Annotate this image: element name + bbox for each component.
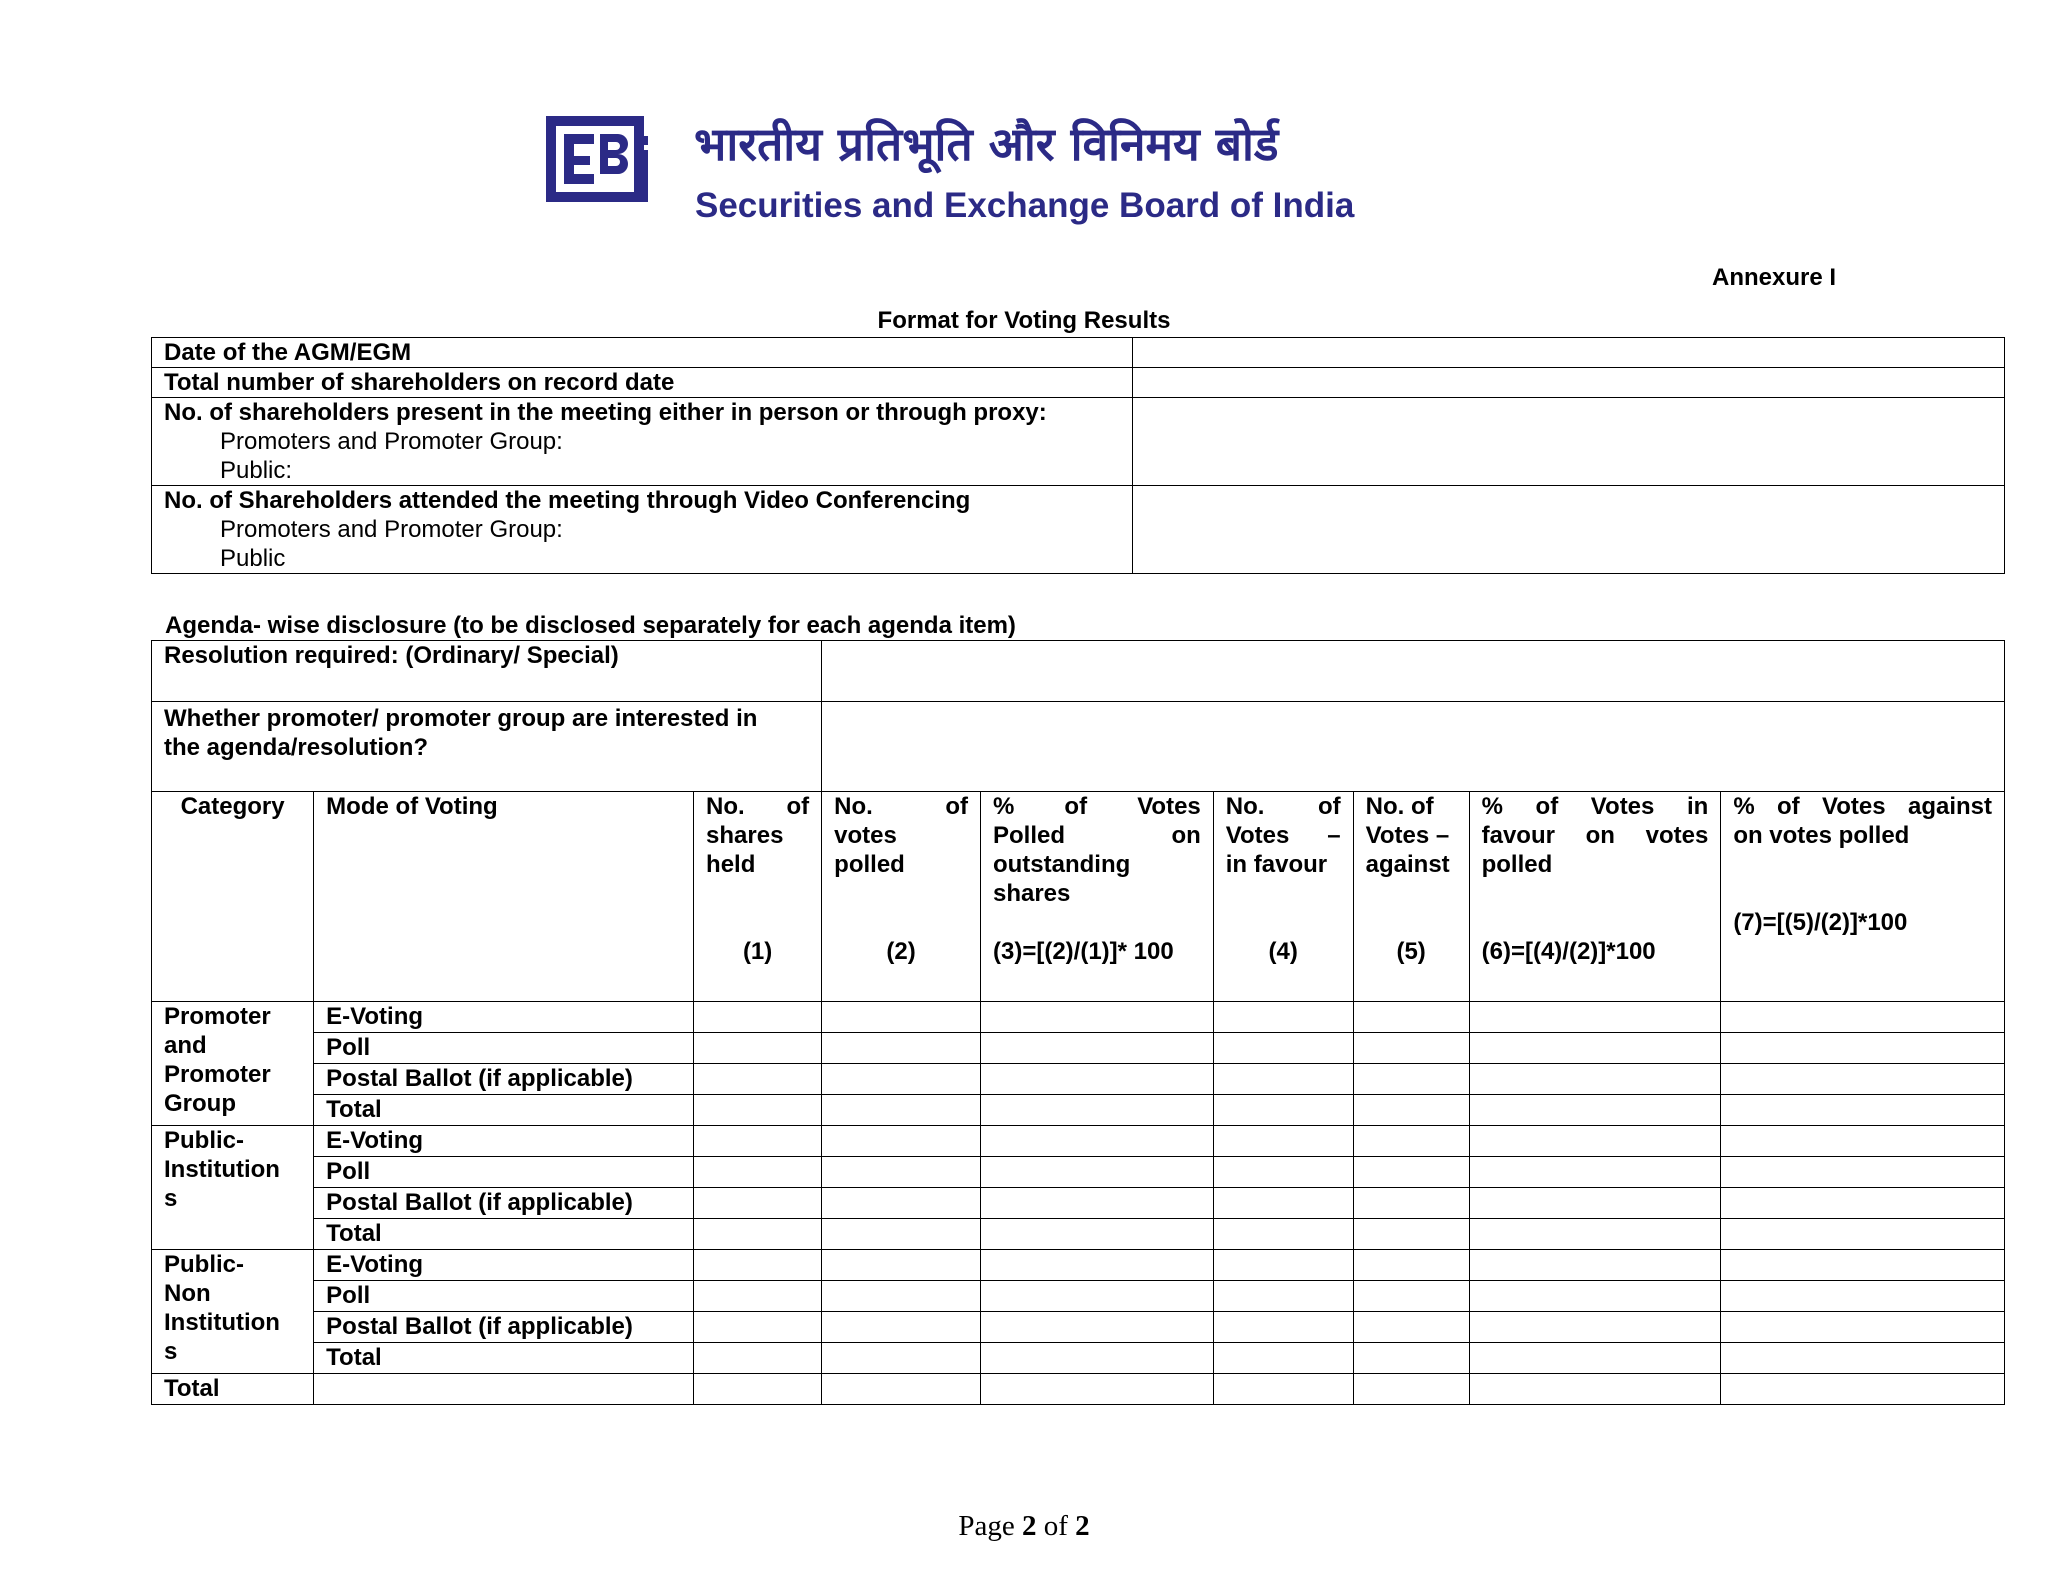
col4-header [1213,792,1353,1002]
value-cell[interactable] [980,1157,1213,1188]
category-label-line: Group [164,1090,236,1117]
col2-header-line: polled [834,851,905,878]
value-cell[interactable] [1213,1095,1353,1126]
value-cell[interactable] [1213,1126,1353,1157]
value-cell[interactable] [822,1312,981,1343]
col3-header-line: Polled on [992,822,1201,849]
grand-total-label: Total [152,1374,314,1405]
resolution-value-cell[interactable] [822,641,2005,702]
table-row [152,1126,2005,1157]
value-cell[interactable] [822,1281,981,1312]
value-cell[interactable] [694,1002,822,1033]
value-cell[interactable] [694,1312,822,1343]
grand-total-mode-cell [314,1374,694,1405]
value-cell[interactable] [980,1188,1213,1219]
value-cell[interactable] [1213,1312,1353,1343]
col7-header [1721,792,2005,1002]
total-shareholders-value-cell[interactable] [1132,368,2004,398]
value-cell[interactable] [822,1374,981,1405]
value-cell[interactable] [1353,1374,1469,1405]
mode-label: Postal Ballot (if applicable) [314,1312,694,1343]
col4-header-line: Votes – [1225,822,1341,849]
col7-header-line: % of Votes against [1733,793,1992,820]
page-word: Page [958,1510,1015,1542]
col3-formula: (3)=[(2)/(1)]* 100 [992,938,1174,965]
value-cell[interactable] [1353,1095,1469,1126]
value-cell[interactable] [1469,1064,1721,1095]
col5-header-line: Votes – [1365,822,1450,849]
resolution-label: Resolution required: (Ordinary/ Special) [152,641,822,702]
value-cell[interactable] [1353,1281,1469,1312]
table-row [152,1281,2005,1312]
col1-header [694,792,822,1002]
value-cell[interactable] [1721,1250,2005,1281]
value-cell[interactable] [822,1002,981,1033]
mode-header: Mode of Voting [314,792,694,1002]
col3-header [980,792,1213,1002]
value-cell[interactable] [1469,1343,1721,1374]
present-cell [152,398,1133,486]
value-cell[interactable] [1469,1374,1721,1405]
category-label-line: and [164,1032,207,1059]
col3-header-line: shares [992,880,1071,907]
value-cell[interactable] [1721,1312,2005,1343]
value-cell[interactable] [980,1374,1213,1405]
col1-header-line: shares [706,822,784,849]
value-cell[interactable] [1469,1033,1721,1064]
value-cell[interactable] [1721,1095,2005,1126]
table-row [152,1033,2005,1064]
mode-label: Total [314,1219,694,1250]
value-cell[interactable] [1213,1343,1353,1374]
value-cell[interactable] [694,1188,822,1219]
value-cell[interactable] [694,1281,822,1312]
col4-header-line: No. of [1225,793,1341,820]
col2-formula: (2) [886,938,916,965]
value-cell[interactable] [822,1095,981,1126]
vc-promoters-label: Promoters and Promoter Group: [220,516,563,543]
table-row [152,1219,2005,1250]
category-label-line: Non [164,1280,211,1307]
value-cell[interactable] [1721,1188,2005,1219]
table-row [152,1312,2005,1343]
value-cell[interactable] [822,1188,981,1219]
col4-header-line: in favour [1225,851,1328,878]
mode-label: Poll [314,1281,694,1312]
value-cell[interactable] [1353,1343,1469,1374]
value-cell[interactable] [980,1312,1213,1343]
sebi-header [546,112,1386,232]
value-cell[interactable] [822,1033,981,1064]
col7-header-line: on votes polled [1733,822,1910,849]
value-cell[interactable] [1213,1374,1353,1405]
value-cell[interactable] [1721,1002,2005,1033]
value-cell[interactable] [1469,1157,1721,1188]
value-cell[interactable] [1353,1219,1469,1250]
col4-formula: (4) [1268,938,1298,965]
mode-label: E-Voting [314,1002,694,1033]
value-cell[interactable] [694,1250,822,1281]
value-cell[interactable] [1721,1219,2005,1250]
value-cell[interactable] [1213,1064,1353,1095]
value-cell[interactable] [822,1126,981,1157]
category-cell [152,1126,314,1250]
col2-header-line: No. of [834,793,968,820]
value-cell[interactable] [1353,1002,1469,1033]
value-cell[interactable] [980,1219,1213,1250]
category-label-line: Institution [164,1156,280,1183]
value-cell[interactable] [822,1064,981,1095]
col5-formula: (5) [1396,938,1426,965]
category-label-line: Institution [164,1309,280,1336]
sebi-english-name: Securities and Exchange Board of India [695,186,1355,225]
col5-header-line: No. of [1365,793,1434,820]
value-cell[interactable] [1353,1157,1469,1188]
annexure-label: Annexure I [1712,264,1837,291]
value-cell[interactable] [822,1343,981,1374]
table-row [152,1157,2005,1188]
table-row [152,486,2005,574]
value-cell[interactable] [1469,1002,1721,1033]
category-label-line: Public- [164,1127,245,1154]
col6-header-line: % of Votes in [1481,793,1709,820]
value-cell[interactable] [1353,1312,1469,1343]
value-cell[interactable] [980,1250,1213,1281]
vc-public-label: Public [220,545,286,572]
value-cell[interactable] [694,1157,822,1188]
value-cell[interactable] [1721,1374,2005,1405]
mode-label: E-Voting [314,1250,694,1281]
value-cell[interactable] [1353,1188,1469,1219]
col1-formula: (1) [742,938,773,965]
total-shareholders-label: Total number of shareholders on record date [152,368,1133,398]
col2-header-line: votes [834,822,897,849]
category-label-line: Promoter [164,1003,271,1030]
table-row [152,1064,2005,1095]
agenda-title: Agenda- wise disclosure (to be disclosed separately for each agenda item) [165,612,1016,639]
value-cell[interactable] [1353,1250,1469,1281]
present-promoters-label: Promoters and Promoter Group: [220,428,563,455]
value-cell[interactable] [1213,1157,1353,1188]
value-cell[interactable] [1353,1126,1469,1157]
col6-header [1469,792,1721,1002]
table-row [152,1188,2005,1219]
col2-header [822,792,981,1002]
value-cell[interactable] [694,1033,822,1064]
value-cell[interactable] [1353,1064,1469,1095]
category-label-line: s [164,1338,178,1365]
value-cell[interactable] [694,1219,822,1250]
value-cell[interactable] [980,1343,1213,1374]
col5-header-line: against [1365,851,1450,878]
table-row [152,702,2005,792]
value-cell[interactable] [1721,1064,2005,1095]
voting-rows [152,1002,2005,1374]
value-cell[interactable] [694,1374,822,1405]
col3-header-line: % of Votes [992,793,1201,820]
value-cell[interactable] [1469,1281,1721,1312]
value-cell[interactable] [822,1250,981,1281]
present-public-label: Public: [220,457,293,484]
value-cell[interactable] [694,1095,822,1126]
col3-header-line: outstanding [992,851,1131,878]
grand-total-row [152,1374,2005,1405]
category-label-line: Promoter [164,1061,271,1088]
col7-formula: (7)=[(5)/(2)]*100 [1733,909,1908,936]
interest-label-line1: Whether promoter/ promoter group are interested in [164,705,758,732]
value-cell[interactable] [1213,1219,1353,1250]
category-cell [152,1002,314,1126]
table-row [152,1095,2005,1126]
value-cell[interactable] [1213,1250,1353,1281]
page-total: 2 [1075,1510,1090,1542]
table-row [152,1343,2005,1374]
page-footer [0,1510,2048,1543]
value-cell[interactable] [694,1064,822,1095]
table-row [152,368,2005,398]
col5-header [1353,792,1469,1002]
value-cell[interactable] [1213,1281,1353,1312]
value-cell[interactable] [1721,1343,2005,1374]
sebi-logo-icon [546,112,658,212]
value-cell[interactable] [694,1343,822,1374]
value-cell[interactable] [1353,1033,1469,1064]
value-cell[interactable] [1213,1188,1353,1219]
value-cell[interactable] [980,1095,1213,1126]
mode-label: Total [314,1095,694,1126]
interest-cell [152,702,822,792]
value-cell[interactable] [1469,1219,1721,1250]
value-cell[interactable] [822,1219,981,1250]
present-label: No. of shareholders present in the meeting either in person or through proxy: [164,399,1047,426]
value-cell[interactable] [1721,1157,2005,1188]
value-cell[interactable] [1721,1033,2005,1064]
date-value-cell[interactable] [1132,338,2004,368]
mode-label: E-Voting [314,1126,694,1157]
date-label: Date of the AGM/EGM [152,338,1133,368]
col6-header-line: favour on votes [1481,822,1709,849]
col6-header-line: polled [1481,851,1553,878]
header-row [152,792,2005,1002]
sebi-hindi-name: भारतीय प्रतिभूति और विनिमय बोर्ड [694,117,1279,171]
format-title: Format for Voting Results [877,307,1171,334]
col1-header-line: held [706,851,756,878]
value-cell[interactable] [1469,1126,1721,1157]
present-value-cell[interactable] [1132,398,2004,486]
value-cell[interactable] [1469,1312,1721,1343]
category-label-line: Public- [164,1251,245,1278]
mode-label: Postal Ballot (if applicable) [314,1188,694,1219]
category-label-line: s [164,1185,178,1212]
col1-header-line: No. of [706,793,810,820]
value-cell[interactable] [980,1281,1213,1312]
value-cell[interactable] [694,1126,822,1157]
of-word: of [1043,1510,1068,1542]
value-cell[interactable] [980,1002,1213,1033]
vc-cell [152,486,1133,574]
value-cell[interactable] [980,1126,1213,1157]
table-row [152,1002,2005,1033]
value-cell[interactable] [1721,1281,2005,1312]
table-row [152,1250,2005,1281]
value-cell[interactable] [1469,1095,1721,1126]
value-cell[interactable] [822,1157,981,1188]
mode-label: Total [314,1343,694,1374]
interest-value-cell[interactable] [822,702,2005,792]
table-row [152,641,2005,702]
mode-label: Poll [314,1157,694,1188]
vc-label: No. of Shareholders attended the meeting through Video Conferencing [164,487,971,514]
mode-label: Poll [314,1033,694,1064]
col6-formula: (6)=[(4)/(2)]*100 [1481,938,1656,965]
category-cell [152,1250,314,1374]
category-header: Category [152,792,314,1002]
interest-label-line2: the agenda/resolution? [164,734,429,761]
value-cell[interactable] [1469,1250,1721,1281]
meeting-details-table [151,337,2005,574]
table-row [152,398,2005,486]
value-cell[interactable] [1721,1126,2005,1157]
value-cell[interactable] [1213,1033,1353,1064]
value-cell[interactable] [1469,1188,1721,1219]
value-cell[interactable] [980,1033,1213,1064]
value-cell[interactable] [980,1064,1213,1095]
table-row [152,338,2005,368]
vc-value-cell[interactable] [1132,486,2004,574]
page-number: 2 [1021,1510,1037,1542]
value-cell[interactable] [1213,1002,1353,1033]
agenda-table [151,640,2005,1405]
mode-label: Postal Ballot (if applicable) [314,1064,694,1095]
